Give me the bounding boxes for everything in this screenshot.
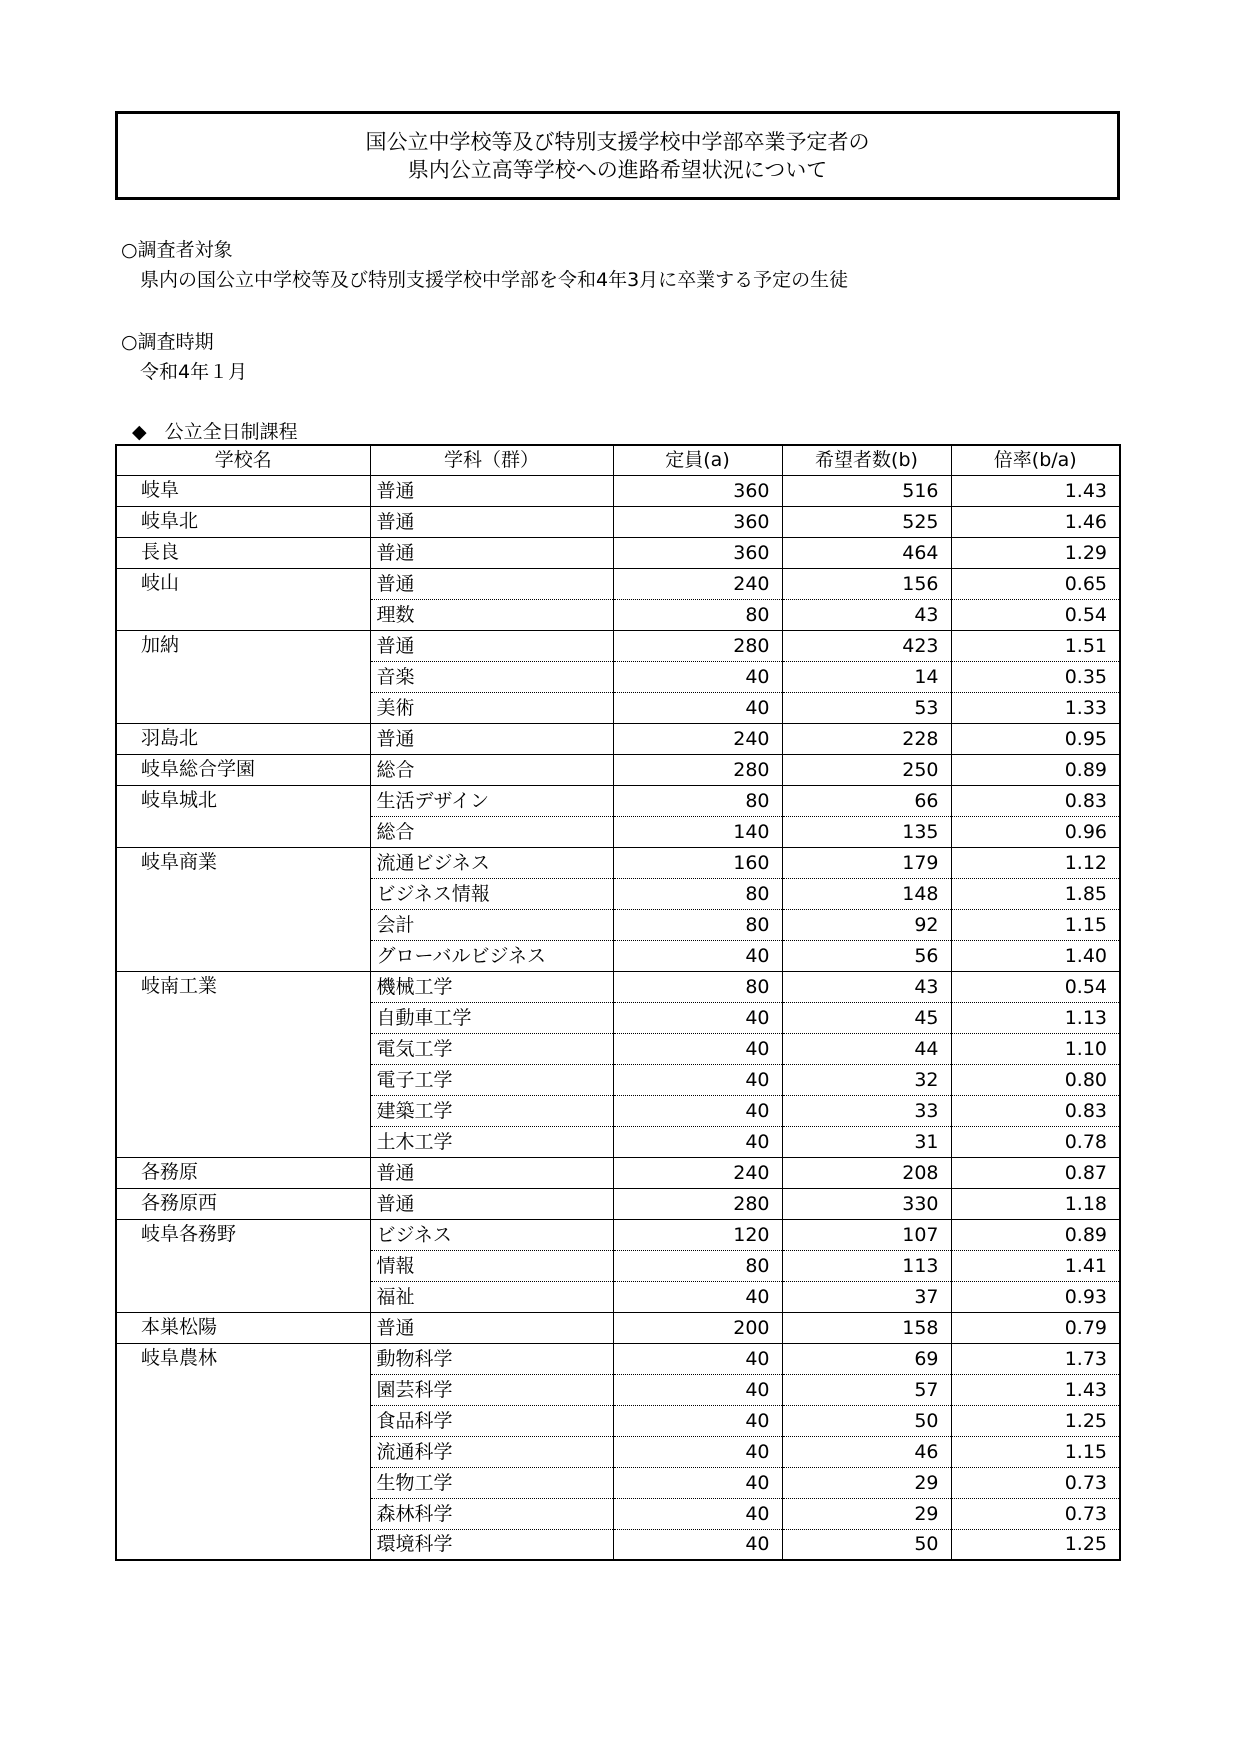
survey-target-text: 県内の国公立中学校等及び特別支援学校中学部を令和4年3月に卒業する予定の生徒 [140,269,849,291]
ratio-cell: 0.80 [951,1064,1120,1095]
school-name-cell: 岐阜城北 [116,785,370,847]
department-cell: ビジネス [370,1219,613,1250]
department-cell: 総合 [370,754,613,785]
ratio-cell: 1.15 [951,909,1120,940]
department-cell: 会計 [370,909,613,940]
applicants-cell: 156 [782,568,951,599]
school-name-cell: 本巣松陽 [116,1312,370,1343]
department-cell: 生物工学 [370,1467,613,1498]
applicants-cell: 464 [782,537,951,568]
department-cell: 機械工学 [370,971,613,1002]
department-cell: 理数 [370,599,613,630]
capacity-cell: 280 [613,1188,782,1219]
department-cell: 普通 [370,723,613,754]
table-header-row [116,445,1120,475]
department-cell: 電気工学 [370,1033,613,1064]
school-name-cell: 岐阜各務野 [116,1219,370,1312]
capacity-cell: 40 [613,1467,782,1498]
department-cell: 音楽 [370,661,613,692]
applicants-cell: 250 [782,754,951,785]
capacity-cell: 40 [613,1281,782,1312]
school-name-cell: 各務原西 [116,1188,370,1219]
header-ratio: 倍率(b/a) [951,445,1120,475]
capacity-cell: 40 [613,661,782,692]
applicants-cell: 330 [782,1188,951,1219]
applicants-cell: 158 [782,1312,951,1343]
applicants-cell: 43 [782,971,951,1002]
ratio-cell: 1.51 [951,630,1120,661]
ratio-cell: 1.29 [951,537,1120,568]
department-cell: 普通 [370,537,613,568]
applicants-cell: 66 [782,785,951,816]
header-applicants: 希望者数(b) [782,445,951,475]
capacity-cell: 200 [613,1312,782,1343]
ratio-cell: 0.93 [951,1281,1120,1312]
department-cell: グローバルビジネス [370,940,613,971]
capacity-cell: 40 [613,1064,782,1095]
department-cell: 福祉 [370,1281,613,1312]
applicants-cell: 228 [782,723,951,754]
applicants-cell: 516 [782,475,951,506]
department-cell: 普通 [370,1157,613,1188]
school-name-cell: 各務原 [116,1157,370,1188]
ratio-cell: 1.15 [951,1436,1120,1467]
department-cell: 普通 [370,568,613,599]
department-cell: 土木工学 [370,1126,613,1157]
ratio-cell: 1.25 [951,1529,1120,1560]
department-cell: 環境科学 [370,1529,613,1560]
table-row [116,1312,1120,1343]
department-cell: 美術 [370,692,613,723]
capacity-cell: 40 [613,940,782,971]
applicants-cell: 31 [782,1126,951,1157]
table-row [116,630,1120,661]
table-row [116,1343,1120,1374]
applicants-cell: 113 [782,1250,951,1281]
ratio-cell: 1.43 [951,475,1120,506]
applicants-cell: 43 [782,599,951,630]
school-name-cell: 岐阜総合学園 [116,754,370,785]
school-name-cell: 岐南工業 [116,971,370,1157]
diamond-bullet-icon: ◆ [132,421,147,443]
school-name-cell: 加納 [116,630,370,723]
department-cell: 動物科学 [370,1343,613,1374]
ratio-cell: 0.87 [951,1157,1120,1188]
table-row [116,1157,1120,1188]
survey-period-text: 令和4年１月 [140,361,248,383]
school-name-cell: 岐阜北 [116,506,370,537]
table-row [116,723,1120,754]
applicants-cell: 50 [782,1405,951,1436]
capacity-cell: 40 [613,1405,782,1436]
applicants-cell: 14 [782,661,951,692]
department-cell: 総合 [370,816,613,847]
ratio-cell: 0.54 [951,599,1120,630]
department-cell: 普通 [370,475,613,506]
department-cell: 生活デザイン [370,785,613,816]
ratio-cell: 0.73 [951,1498,1120,1529]
capacity-cell: 40 [613,1343,782,1374]
ratio-cell: 1.18 [951,1188,1120,1219]
department-cell: 普通 [370,1312,613,1343]
capacity-cell: 80 [613,971,782,1002]
department-cell: 流通ビジネス [370,847,613,878]
table-row [116,568,1120,599]
school-name-cell: 岐山 [116,568,370,630]
applicants-cell: 37 [782,1281,951,1312]
ratio-cell: 0.89 [951,1219,1120,1250]
applicants-cell: 423 [782,630,951,661]
department-cell: 自動車工学 [370,1002,613,1033]
ratio-cell: 0.83 [951,785,1120,816]
table-row [116,971,1120,1002]
capacity-cell: 280 [613,754,782,785]
table-row [116,475,1120,506]
capacity-cell: 120 [613,1219,782,1250]
applicants-cell: 33 [782,1095,951,1126]
ratio-cell: 1.40 [951,940,1120,971]
capacity-cell: 140 [613,816,782,847]
ratio-cell: 1.46 [951,506,1120,537]
capacity-cell: 80 [613,599,782,630]
capacity-cell: 40 [613,1529,782,1560]
school-name-cell: 羽島北 [116,723,370,754]
capacity-cell: 240 [613,723,782,754]
ratio-cell: 1.25 [951,1405,1120,1436]
document-title-line2: 県内公立高等学校への進路希望状況について [407,157,828,182]
applicants-cell: 107 [782,1219,951,1250]
applicants-cell: 50 [782,1529,951,1560]
ratio-cell: 0.65 [951,568,1120,599]
table-row [116,537,1120,568]
department-cell: 電子工学 [370,1064,613,1095]
header-capacity: 定員(a) [613,445,782,475]
ratio-cell: 0.54 [951,971,1120,1002]
ratio-cell: 0.95 [951,723,1120,754]
capacity-cell: 40 [613,1002,782,1033]
capacity-cell: 80 [613,878,782,909]
ratio-cell: 1.41 [951,1250,1120,1281]
ratio-cell: 0.96 [951,816,1120,847]
document-title-box [115,111,1120,200]
survey-target-heading: ○調査者対象 [121,239,233,261]
survey-period-heading: ○調査時期 [121,331,214,353]
department-cell: 普通 [370,1188,613,1219]
capacity-cell: 80 [613,785,782,816]
department-cell: 森林科学 [370,1498,613,1529]
applicants-cell: 53 [782,692,951,723]
applicants-cell: 45 [782,1002,951,1033]
capacity-cell: 240 [613,568,782,599]
capacity-cell: 240 [613,1157,782,1188]
school-name-cell: 岐阜農林 [116,1343,370,1560]
table-row [116,847,1120,878]
capacity-cell: 40 [613,1436,782,1467]
capacity-cell: 80 [613,909,782,940]
ratio-cell: 0.73 [951,1467,1120,1498]
department-cell: 園芸科学 [370,1374,613,1405]
capacity-cell: 40 [613,692,782,723]
ratio-cell: 1.12 [951,847,1120,878]
table-row [116,506,1120,537]
school-name-cell: 岐阜商業 [116,847,370,971]
ratio-cell: 0.35 [951,661,1120,692]
department-cell: ビジネス情報 [370,878,613,909]
applicants-cell: 208 [782,1157,951,1188]
capacity-cell: 360 [613,506,782,537]
table-row [116,1188,1120,1219]
capacity-cell: 40 [613,1033,782,1064]
table-caption [132,417,298,444]
applicants-cell: 92 [782,909,951,940]
department-cell: 普通 [370,630,613,661]
capacity-cell: 40 [613,1126,782,1157]
department-cell: 食品科学 [370,1405,613,1436]
department-cell: 流通科学 [370,1436,613,1467]
applicants-cell: 148 [782,878,951,909]
table-row [116,754,1120,785]
ratio-cell: 1.85 [951,878,1120,909]
applicants-cell: 525 [782,506,951,537]
department-cell: 建築工学 [370,1095,613,1126]
applicants-cell: 57 [782,1374,951,1405]
capacity-cell: 40 [613,1374,782,1405]
applicants-cell: 46 [782,1436,951,1467]
ratio-cell: 1.33 [951,692,1120,723]
applicants-cell: 179 [782,847,951,878]
capacity-cell: 360 [613,475,782,506]
ratio-cell: 1.13 [951,1002,1120,1033]
school-name-cell: 岐阜 [116,475,370,506]
ratio-cell: 1.73 [951,1343,1120,1374]
header-department: 学科（群） [370,445,613,475]
applicants-cell: 29 [782,1467,951,1498]
application-status-table [115,444,1121,1561]
ratio-cell: 1.43 [951,1374,1120,1405]
applicants-cell: 29 [782,1498,951,1529]
department-cell: 普通 [370,506,613,537]
school-name-cell: 長良 [116,537,370,568]
header-school: 学校名 [116,445,370,475]
capacity-cell: 160 [613,847,782,878]
document-title-line1: 国公立中学校等及び特別支援学校中学部卒業予定者の [365,129,870,154]
capacity-cell: 40 [613,1095,782,1126]
ratio-cell: 0.78 [951,1126,1120,1157]
table-caption-text: 公立全日制課程 [164,421,298,443]
ratio-cell: 0.79 [951,1312,1120,1343]
table-row [116,785,1120,816]
applicants-cell: 44 [782,1033,951,1064]
ratio-cell: 0.83 [951,1095,1120,1126]
table-body [116,475,1120,1560]
applicants-cell: 32 [782,1064,951,1095]
capacity-cell: 360 [613,537,782,568]
capacity-cell: 40 [613,1498,782,1529]
applicants-cell: 69 [782,1343,951,1374]
applicants-cell: 135 [782,816,951,847]
ratio-cell: 0.89 [951,754,1120,785]
table-row [116,1219,1120,1250]
ratio-cell: 1.10 [951,1033,1120,1064]
capacity-cell: 80 [613,1250,782,1281]
capacity-cell: 280 [613,630,782,661]
department-cell: 情報 [370,1250,613,1281]
applicants-cell: 56 [782,940,951,971]
